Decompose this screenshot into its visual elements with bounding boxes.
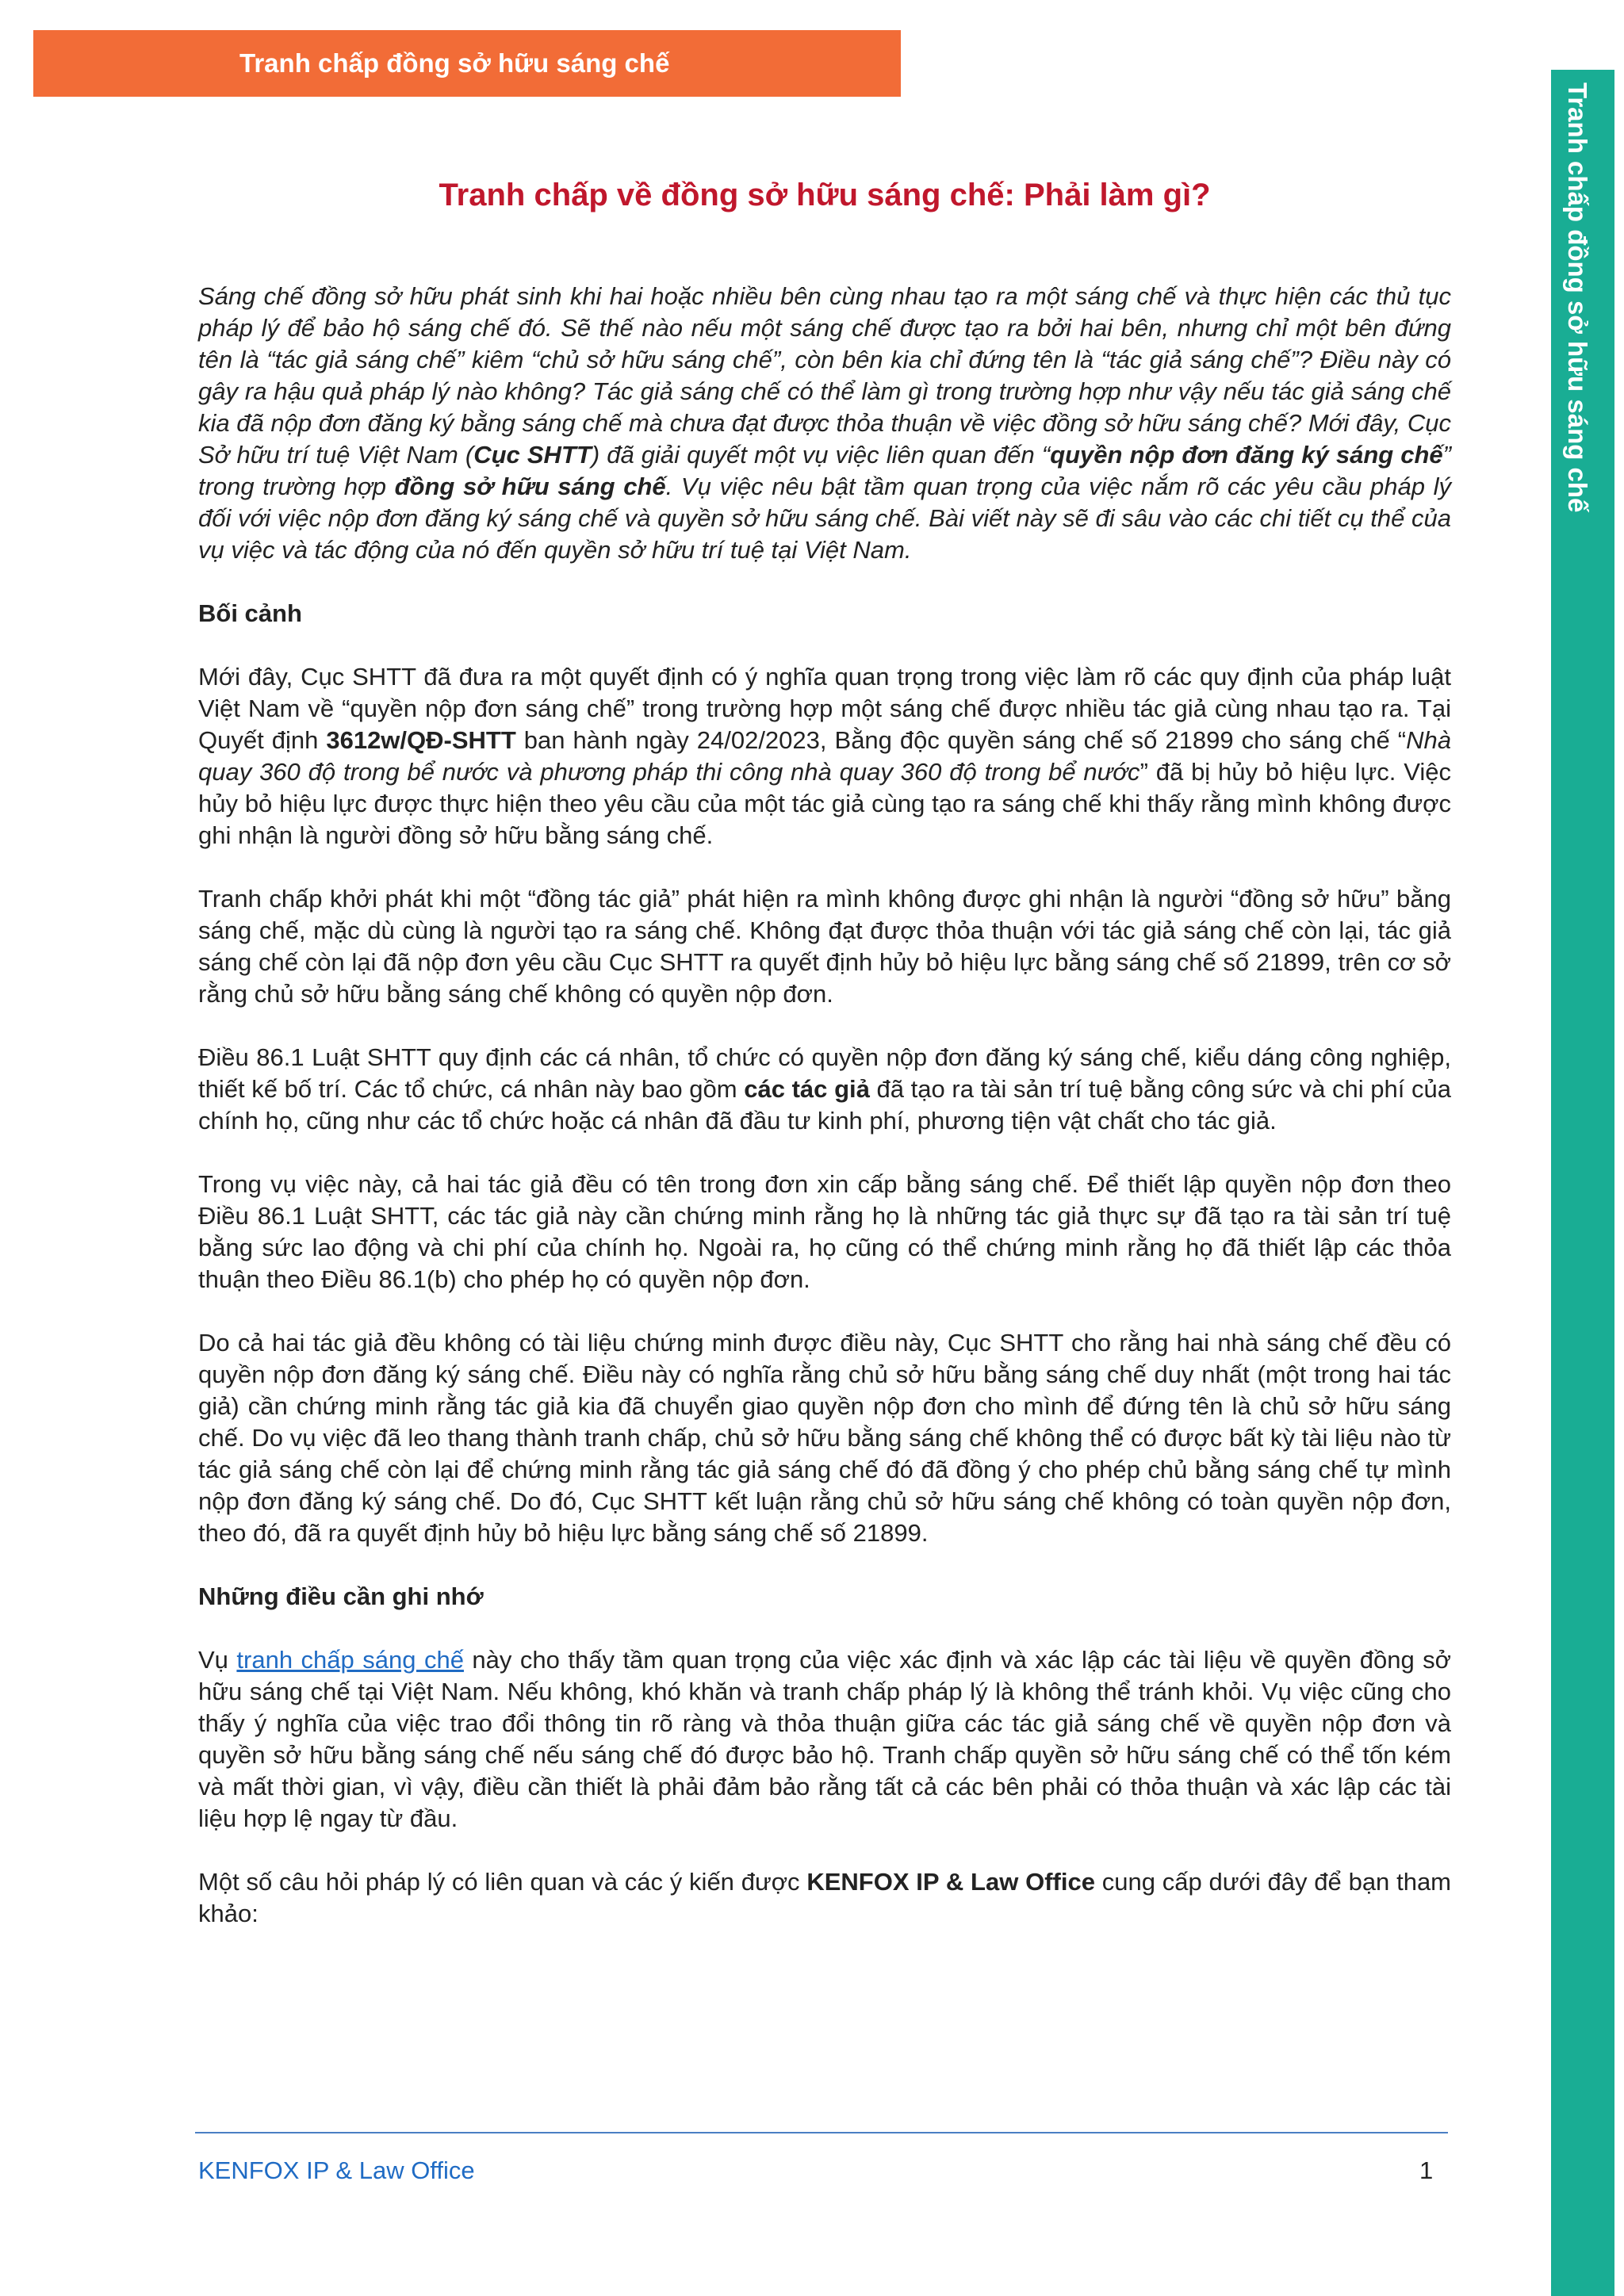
takeaways-p1-text-2: này cho thấy tầm quan trọng của việc xác định và xác lập các tài liệu về quyền đồng sở hữu sáng chế tại Việt Nam. Nếu không, khó khăn và tranh chấp pháp lý là không thể tránh khỏi. Vụ việc cũng cho thấy ý nghĩa của việc trao đổi thông tin rõ ràng và thỏa thuận giữa các tác giả sáng chế về quyền nộp đơn và quyền sở hữu bằng sáng chế nếu sáng chế đó được bảo hộ. Tranh chấp quyền sở hữu sáng chế có thể tốn kém và mất thời gian, vì vậy, điều cần thiết là phải đảm bảo rằng tất cả các bên phải có thỏa thuận và xác lập các tài liệu hợp lệ ngay từ đầu.: [198, 1646, 1452, 1832]
firm-name: KENFOX IP & Law Office: [806, 1868, 1095, 1896]
side-tab: [1551, 70, 1614, 2296]
header-banner-label: Tranh chấp đồng sở hữu sáng chế: [239, 48, 670, 78]
takeaways-p2-text-2: cung cấp dưới đây để bạn tham khảo:: [198, 1868, 1452, 1927]
context-paragraph-4: Trong vụ việc này, cả hai tác giả đều có tên trong đơn xin cấp bằng sáng chế. Để thiết lập quyền nộp đơn theo Điều 86.1 Luật SHTT, các tác giả này cần chứng minh rằng họ là những tác giả thực sự đã tạo ra tài sản trí tuệ bằng sức lao động và chi phí của chính họ. Ngoài ra, họ cũng có thể chứng minh rằng họ đã thiết lập các thỏa thuận theo Điều 86.1(b) cho phép họ có quyền nộp đơn.: [198, 1170, 1451, 1293]
intro-bold-2: quyền nộp đơn đăng ký sáng chế: [1050, 441, 1443, 469]
context-paragraph-2: Tranh chấp khởi phát khi một “đồng tác giả” phát hiện ra mình không được ghi nhận là người “đồng sở hữu” bằng sáng chế, mặc dù cùng là người tạo ra sáng chế. Không đạt được thỏa thuận với tác giả sáng chế còn lại, tác giả sáng chế còn lại đã nộp đơn yêu cầu Cục SHTT ra quyết định hủy bỏ hiệu lực bằng sáng chế số 21899, trên cơ sở rằng chủ sở hữu bằng sáng chế không có quyền nộp đơn.: [198, 885, 1451, 1008]
takeaways-paragraph-2: [198, 1866, 1451, 1930]
footer-divider: [195, 2132, 1448, 2133]
header-banner: [33, 30, 901, 97]
context-paragraph-5: Do cả hai tác giả đều không có tài liệu chứng minh được điều này, Cục SHTT cho rằng hai nhà sáng chế đều có quyền nộp đơn đăng ký sáng chế. Điều này có nghĩa rằng chủ sở hữu bằng sáng chế duy nhất (một trong hai tác giả) cần chứng minh rằng tác giả kia đã chuyển giao quyền nộp đơn cho mình để đứng tên là chủ sở hữu sáng chế. Do vụ việc đã leo thang thành tranh chấp, chủ sở hữu bằng sáng chế không thể có được bất kỳ tài liệu nào từ tác giả sáng chế còn lại để chứng minh rằng tác giả sáng chế đó đã đồng ý cho phép chủ bằng sáng chế tự mình nộp đơn đăng ký sáng chế. Do đó, Cục SHTT kết luận rằng chủ sở hữu sáng chế không có toàn quyền nộp đơn, theo đó, đã ra quyết định hủy bỏ hiệu lực bằng sáng chế số 21899.: [198, 1329, 1451, 1547]
context-paragraph-1: [198, 661, 1451, 851]
takeaways-p2-text-1: Một số câu hỏi pháp lý có liên quan và các ý kiến được: [198, 1868, 807, 1896]
context-p3-text-1: Điều 86.1 Luật SHTT quy định các cá nhân, tổ chức có quyền nộp đơn đăng ký sáng chế, kiểu dáng công nghiệp, thiết kế bố trí. Các tổ chức, cá nhân này bao gồm: [198, 1043, 1451, 1103]
intro-text-3: ” trong trường hợp: [198, 441, 1451, 500]
intro-bold-1: Cục SHTT: [473, 441, 592, 469]
decision-number: 3612w/QĐ-SHTT: [326, 726, 516, 754]
page-number: 1: [1419, 2156, 1434, 2184]
document-body: [198, 174, 1451, 1961]
context-p1-text-2: ban hành ngày 24/02/2023, Bằng độc quyền sáng chế số 21899 cho sáng chế “: [515, 726, 1407, 754]
page-title: Tranh chấp về đồng sở hữu sáng chế: Phải làm gì?: [439, 178, 1211, 212]
footer-org: KENFOX IP & Law Office: [198, 2156, 475, 2184]
context-paragraph-3: [198, 1042, 1451, 1137]
patent-dispute-link[interactable]: tranh chấp sáng chế: [236, 1646, 464, 1674]
intro-text-4: . Vụ việc nêu bật tầm quan trọng của việc nắm rõ các yêu cầu pháp lý đối với việc nộp đơn đăng ký sáng chế và quyền sở hữu sáng chế. Bài viết này sẽ đi sâu vào các chi tiết cụ thể của vụ việc và tác động của nó đến quyền sở hữu trí tuệ tại Việt Nam.: [198, 473, 1452, 564]
context-p1-text-3: ” đã bị hủy bỏ hiệu lực. Việc hủy bỏ hiệu lực được thực hiện theo yêu cầu của một tác giả cùng tạo ra sáng chế khi thấy rằng mình không được ghi nhận là người đồng sở hữu bằng sáng chế.: [198, 758, 1452, 849]
takeaways-p1-text-1: Vụ: [198, 1646, 237, 1674]
context-p3-text-2: đã tạo ra tài sản trí tuệ bằng công sức và chi phí của chính họ, cũng như các tổ chức hoặc cá nhân đã đầu tư kinh phí, phương tiện vật chất cho tác giả.: [198, 1075, 1451, 1135]
intro-text-2: ) đã giải quyết một vụ việc liên quan đến “: [591, 441, 1051, 469]
invention-name: Nhà quay 360 độ trong bể nước và phương pháp thi công nhà quay 360 độ trong bể nước: [198, 726, 1451, 786]
intro-bold-3: đồng sở hữu sáng chế: [394, 473, 666, 500]
section-heading-takeaways: Những điều cần ghi nhớ: [198, 1582, 484, 1610]
section-heading-context: Bối cảnh: [198, 599, 302, 627]
context-p1-text-1: Mới đây, Cục SHTT đã đưa ra một quyết định có ý nghĩa quan trọng trong việc làm rõ các quy định của pháp luật Việt Nam về “quyền nộp đơn sáng chế” trong trường hợp một sáng chế được nhiều tác giả cùng nhau tạo ra. Tại Quyết định: [198, 663, 1451, 754]
context-p3-bold: các tác giả: [744, 1075, 870, 1103]
takeaways-paragraph-1: [198, 1644, 1451, 1835]
side-tab-label: Tranh chấp đồng sở hữu sáng chế: [1563, 82, 1592, 513]
intro-text-1: Sáng chế đồng sở hữu phát sinh khi hai hoặc nhiều bên cùng nhau tạo ra một sáng chế và thực hiện các thủ tục pháp lý để bảo hộ sáng chế đó. Sẽ thế nào nếu một sáng chế được tạo ra bởi hai bên, nhưng chỉ một bên đứng tên là “tác giả sáng chế” kiêm “chủ sở hữu sáng chế”, còn bên kia chỉ đứng tên là “tác giả sáng chế”? Điều này có gây ra hậu quả pháp lý nào không? Tác giả sáng chế có thể làm gì trong trường hợp như vậy nếu tác giả sáng chế kia đã nộp đơn đăng ký bằng sáng chế mà chưa đạt được thỏa thuận về việc đồng sở hữu sáng chế? Mới đây, Cục Sở hữu trí tuệ Việt Nam (: [198, 282, 1451, 469]
intro-paragraph: [198, 281, 1451, 566]
